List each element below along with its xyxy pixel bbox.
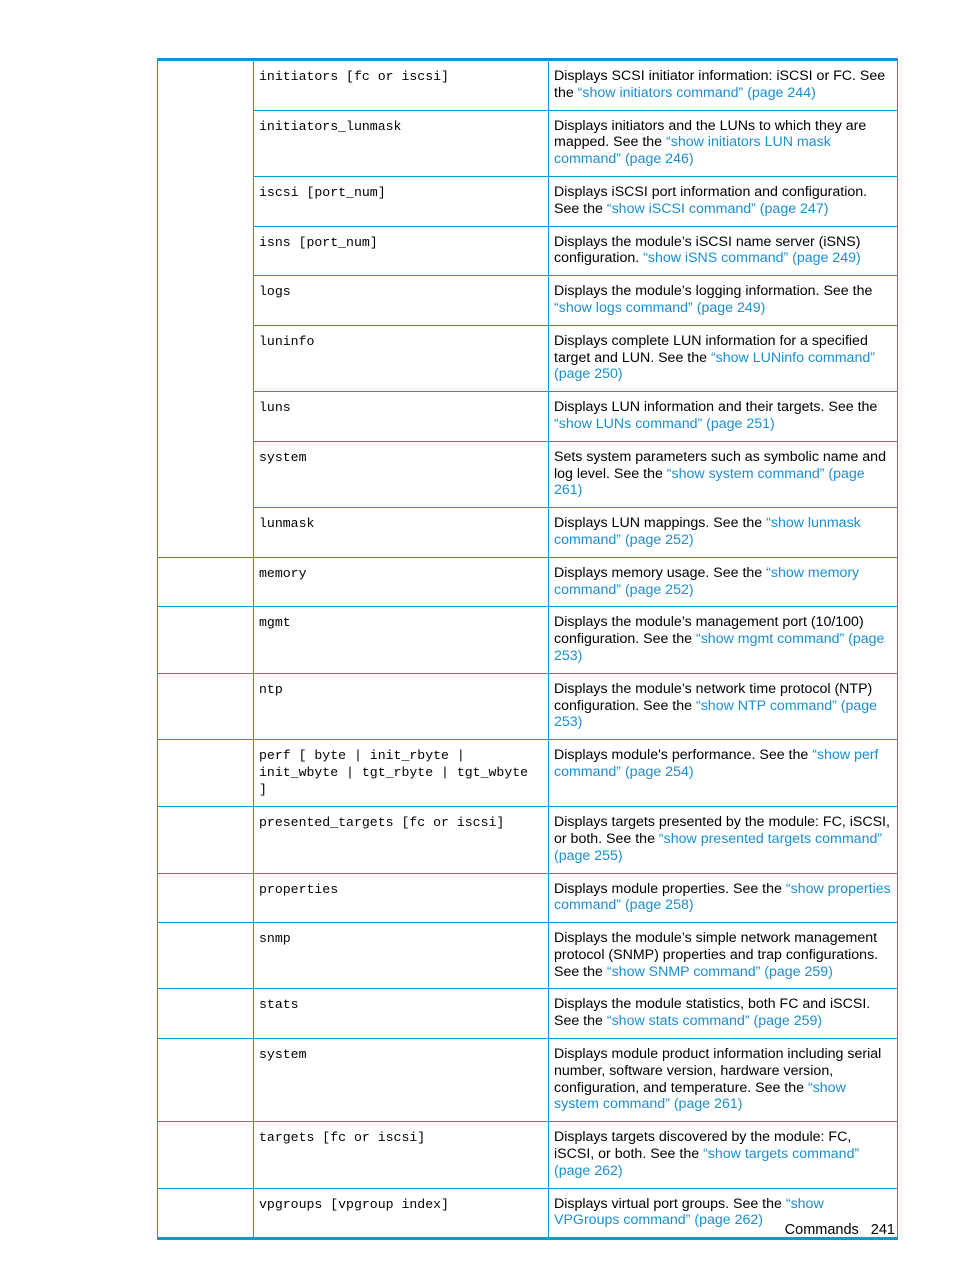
group-cell xyxy=(158,1188,254,1239)
group-cell xyxy=(158,508,254,558)
description-cell xyxy=(549,1039,898,1122)
table-row xyxy=(158,557,898,607)
description-text: Displays targets discovered by the module: FC, iSCSI, or both. See the xyxy=(554,1129,852,1163)
table-row xyxy=(158,325,898,391)
group-cell xyxy=(158,441,254,507)
cross-reference-link[interactable]: “show targets command” (page 262) xyxy=(554,1146,860,1179)
description-text: Displays iSCSI port information and configuration. See the xyxy=(554,183,868,217)
description-cell xyxy=(549,508,898,558)
description-text: Displays module's performance. See the xyxy=(554,747,813,764)
command-table-body xyxy=(158,60,898,1239)
description-text: Displays the module statistics, both FC and iSCSI. See the xyxy=(554,996,871,1030)
group-cell xyxy=(158,226,254,276)
description-cell xyxy=(549,740,898,807)
group-cell xyxy=(158,740,254,807)
description-cell xyxy=(549,989,898,1039)
description-text: Sets system parameters such as symbolic name and log level. See the xyxy=(554,448,886,482)
group-cell xyxy=(158,176,254,226)
cross-reference-link[interactable]: “show lunmask command” (page 252) xyxy=(554,515,861,548)
page-number: 241 xyxy=(870,1222,895,1238)
description-text: Displays LUN information and their targets. See the xyxy=(554,399,878,416)
description-text: Displays the module’s network time protocol (NTP) configuration. See the xyxy=(554,680,873,714)
group-cell xyxy=(158,989,254,1039)
cross-reference-link[interactable]: “show properties command” (page 258) xyxy=(554,880,891,914)
group-cell xyxy=(158,1039,254,1122)
group-cell xyxy=(158,1122,254,1188)
cross-reference-link[interactable]: “show presented targets command” (page 255) xyxy=(554,830,883,864)
table-row xyxy=(158,1039,898,1122)
description-cell xyxy=(549,607,898,673)
command-syntax-cell: stats xyxy=(254,989,549,1039)
table-row xyxy=(158,392,898,442)
table-row xyxy=(158,923,898,989)
description-cell xyxy=(549,923,898,989)
cross-reference-link[interactable]: “show LUNinfo command” (page 250) xyxy=(554,349,875,383)
cross-reference-link[interactable]: “show system command” (page 261) xyxy=(554,465,865,499)
page-footer xyxy=(785,1222,895,1238)
command-syntax-cell: properties xyxy=(254,873,549,923)
table-row xyxy=(158,740,898,807)
command-syntax-cell: ntp xyxy=(254,673,549,739)
command-syntax-cell: snmp xyxy=(254,923,549,989)
description-cell xyxy=(549,60,898,111)
group-cell xyxy=(158,557,254,607)
cross-reference-link[interactable]: “show iSCSI command” (page 247) xyxy=(606,200,829,217)
cross-reference-link[interactable]: “show logs command” (page 249) xyxy=(554,299,766,316)
group-cell xyxy=(158,276,254,326)
group-cell xyxy=(158,807,254,873)
group-cell xyxy=(158,673,254,739)
table-row xyxy=(158,607,898,673)
command-syntax-cell: presented_targets [fc or iscsi] xyxy=(254,807,549,873)
command-syntax-cell: luns xyxy=(254,392,549,442)
cross-reference-link[interactable]: “show LUNs command” (page 251) xyxy=(554,415,775,432)
cross-reference-link[interactable]: “show perf command” (page 254) xyxy=(554,747,879,780)
description-cell xyxy=(549,110,898,176)
description-text: Displays memory usage. See the xyxy=(554,564,767,581)
table-row xyxy=(158,1122,898,1188)
description-cell xyxy=(549,176,898,226)
description-cell xyxy=(549,226,898,276)
command-syntax-cell: iscsi [port_num] xyxy=(254,176,549,226)
command-syntax-cell: vpgroups [vpgroup index] xyxy=(254,1188,549,1239)
cross-reference-link[interactable]: “show NTP command” (page 253) xyxy=(554,697,878,731)
table-row xyxy=(158,807,898,873)
footer-section: Commands xyxy=(784,1222,859,1238)
command-syntax-cell: initiators [fc or iscsi] xyxy=(254,60,549,111)
command-table xyxy=(157,58,898,1240)
table-row xyxy=(158,873,898,923)
description-text: Displays initiators and the LUNs to which they are mapped. See the xyxy=(554,117,867,151)
command-syntax-cell: memory xyxy=(254,557,549,607)
table-row xyxy=(158,226,898,276)
group-cell xyxy=(158,923,254,989)
table-row xyxy=(158,508,898,558)
description-cell xyxy=(549,325,898,391)
description-text: Displays module product information including serial number, software version, hardware version, configuration, and temperature. See the xyxy=(554,1046,882,1096)
description-cell xyxy=(549,392,898,442)
cross-reference-link[interactable]: “show initiators command” (page 244) xyxy=(577,84,816,101)
cross-reference-link[interactable]: “show mgmt command” (page 253) xyxy=(554,631,885,664)
command-syntax-cell: initiators_lunmask xyxy=(254,110,549,176)
group-cell xyxy=(158,110,254,176)
description-cell xyxy=(549,276,898,326)
description-text: Displays module properties. See the xyxy=(554,880,786,897)
description-text: Displays LUN mappings. See the xyxy=(554,515,767,532)
description-cell xyxy=(549,673,898,739)
command-syntax-cell: lunmask xyxy=(254,508,549,558)
group-cell xyxy=(158,607,254,673)
command-syntax-cell: mgmt xyxy=(254,607,549,673)
description-text: Displays the module’s simple network management protocol (SNMP) properties and trap configurations. See the xyxy=(554,930,879,980)
description-text: Displays virtual port groups. See the xyxy=(554,1195,786,1212)
group-cell xyxy=(158,325,254,391)
table-row xyxy=(158,60,898,111)
description-cell xyxy=(549,441,898,507)
table-row xyxy=(158,176,898,226)
description-text: Displays SCSI initiator information: iSCSI or FC. See the xyxy=(554,68,886,101)
table-row xyxy=(158,441,898,507)
cross-reference-link[interactable]: “show stats command” (page 259) xyxy=(606,1013,823,1030)
cross-reference-link[interactable]: “show initiators LUN mask command” (page 246) xyxy=(554,134,831,168)
description-text: Displays targets presented by the module: FC, iSCSI, or both. See the xyxy=(554,814,890,847)
description-cell xyxy=(549,873,898,923)
description-text: Displays the module’s iSCSI name server (iSNS) configuration. xyxy=(554,233,861,267)
table-row xyxy=(158,110,898,176)
description-text: Displays the module’s logging information. See the xyxy=(554,283,873,300)
command-syntax-cell: perf [ byte | init_rbyte | init_wbyte | tgt_rbyte | tgt_wbyte ] xyxy=(254,740,549,807)
cross-reference-link[interactable]: “show VPGroups command” (page 262) xyxy=(554,1195,824,1229)
command-syntax-cell: system xyxy=(254,441,549,507)
command-syntax-cell: luninfo xyxy=(254,325,549,391)
command-syntax-cell: isns [port_num] xyxy=(254,226,549,276)
command-syntax-cell: targets [fc or iscsi] xyxy=(254,1122,549,1188)
cross-reference-link[interactable]: “show iSNS command” (page 249) xyxy=(643,250,861,267)
description-cell xyxy=(549,557,898,607)
table-row xyxy=(158,989,898,1039)
cross-reference-link[interactable]: “show system command” (page 261) xyxy=(554,1079,846,1113)
description-cell xyxy=(549,1122,898,1188)
group-cell xyxy=(158,873,254,923)
cross-reference-link[interactable]: “show memory command” (page 252) xyxy=(554,564,860,598)
command-syntax-cell: system xyxy=(254,1039,549,1122)
description-cell xyxy=(549,807,898,873)
cross-reference-link[interactable]: “show SNMP command” (page 259) xyxy=(606,963,833,980)
description-text: Displays complete LUN information for a specified target and LUN. See the xyxy=(554,332,868,366)
command-syntax-cell: logs xyxy=(254,276,549,326)
description-text: Displays the module’s management port (10/100) configuration. See the xyxy=(554,614,864,648)
table-row xyxy=(158,276,898,326)
table-row xyxy=(158,673,898,739)
group-cell xyxy=(158,392,254,442)
group-cell xyxy=(158,60,254,111)
